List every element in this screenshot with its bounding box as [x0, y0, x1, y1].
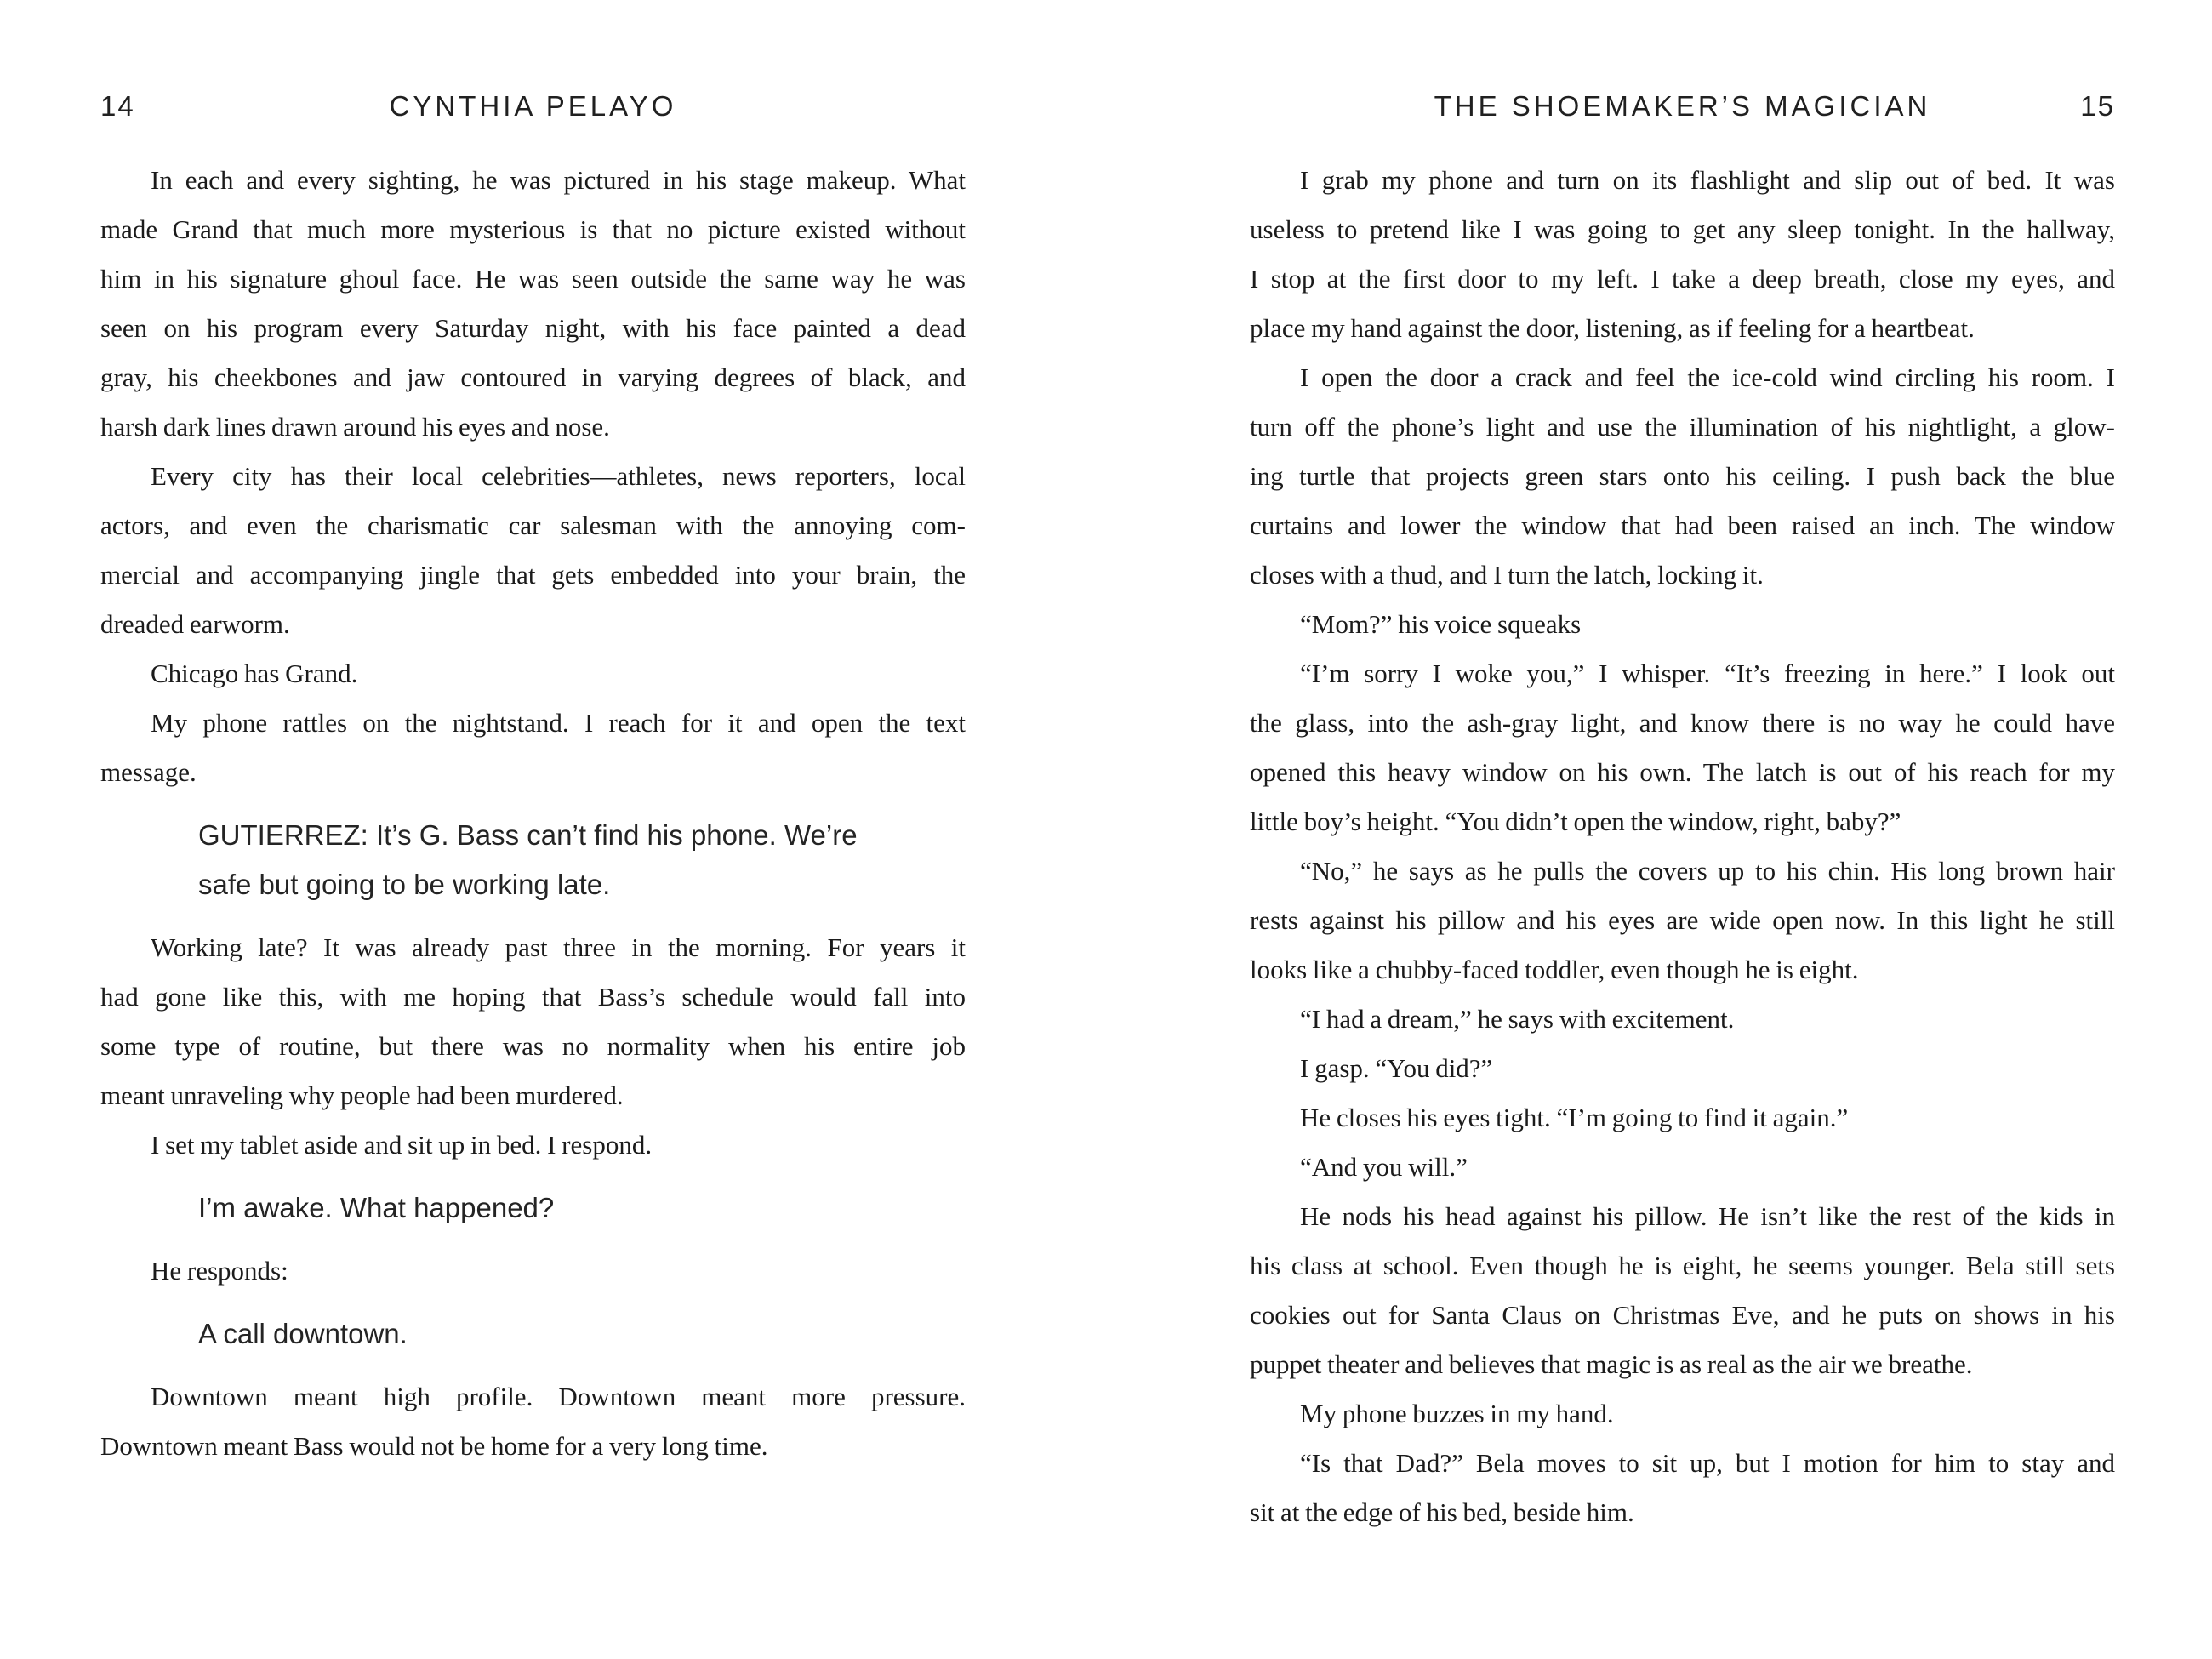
text-line: mercial and accompanying jingle that gets embedded into your brain, the: [100, 560, 966, 590]
text-line: his class at school. Even though he is eight, he seems younger. Bela still sets: [1250, 1251, 2115, 1280]
text-line: “I’m sorry I woke you,” I whisper. “It’s freezing in here.” I look out: [1300, 658, 2115, 688]
paragraph: [100, 156, 966, 452]
text-line: A call downtown.: [198, 1318, 408, 1349]
text-line: Chicago has Grand.: [151, 658, 358, 688]
text-line: made Grand that much more mysterious is that no picture existed without: [100, 214, 966, 244]
text-line: place my hand against the door, listening, as if feeling for a heartbeat.: [1250, 313, 1975, 343]
paragraph: [1250, 156, 2115, 353]
paragraph: [1250, 1192, 2115, 1389]
paragraph: [1250, 1439, 2115, 1537]
paragraph: [100, 698, 966, 797]
text-line: some type of routine, but there was no normality when his entire job: [100, 1031, 966, 1061]
text-line: dreaded earworm.: [100, 609, 290, 639]
text-line: ing turtle that projects green stars onto his ceiling. I push back the blue: [1250, 461, 2115, 491]
paragraph: [1250, 847, 2115, 995]
text-line: little boy’s height. “You didn’t open the window, right, baby?”: [1250, 807, 1901, 836]
text-line: My phone buzzes in my hand.: [1300, 1399, 1614, 1428]
text-line: I gasp. “You did?”: [1300, 1053, 1493, 1083]
text-line: I set my tablet aside and sit up in bed. I respond.: [151, 1130, 653, 1160]
paragraph: [1250, 600, 2115, 649]
text-line: safe but going to be working late.: [198, 869, 611, 900]
page-header-left: [100, 88, 966, 124]
text-line: meant unraveling why people had been murdered.: [100, 1080, 624, 1110]
text-line: He nods his head against his pillow. He isn’t like the rest of the kids in: [1300, 1201, 2115, 1231]
text-line: GUTIERREZ: It’s G. Bass can’t find his phone. We’re: [198, 819, 858, 851]
text-line: Downtown meant Bass would not be home for a very long time.: [100, 1431, 768, 1461]
paragraph: [100, 649, 966, 698]
text-line: My phone rattles on the nightstand. I reach for it and open the text: [151, 708, 966, 738]
text-line: curtains and lower the window that had been raised an inch. The window: [1250, 510, 2115, 540]
text-line: cookies out for Santa Claus on Christmas Eve, and he puts on shows in his: [1250, 1300, 2115, 1330]
text-line: I’m awake. What happened?: [198, 1192, 555, 1223]
text-line: him in his signature ghoul face. He was seen outside the same way he was: [100, 264, 966, 294]
text-message: [198, 1309, 966, 1359]
paragraph: [1250, 649, 2115, 847]
text-line: useless to pretend like I was going to get any sleep tonight. In the hallway,: [1250, 214, 2115, 244]
paragraph: [1250, 1044, 2115, 1093]
text-line: turn off the phone’s light and use the illumination of his nightlight, a glow-: [1250, 412, 2115, 442]
paragraph: [1250, 995, 2115, 1044]
text-line: actors, and even the charismatic car salesman with the annoying com-: [100, 510, 966, 540]
text-message: [198, 1183, 966, 1233]
text-line: Every city has their local celebrities—athletes, news reporters, local: [151, 461, 966, 491]
text-line: Downtown meant high profile. Downtown meant more pressure.: [151, 1382, 966, 1411]
text-line: In each and every sighting, he was pictured in his stage makeup. What: [151, 165, 966, 195]
page-number-right: 15: [2080, 90, 2115, 122]
text-line: Working late? It was already past three in the morning. For years it: [151, 932, 966, 962]
text-line: harsh dark lines drawn around his eyes and nose.: [100, 412, 610, 442]
text-line: sit at the edge of his bed, beside him.: [1250, 1497, 1634, 1527]
text-line: “No,” he says as he pulls the covers up to his chin. His long brown hair: [1300, 856, 2115, 886]
text-line: I grab my phone and turn on its flashlight and slip out of bed. It was: [1300, 165, 2115, 195]
text-line: closes with a thud, and I turn the latch, locking it.: [1250, 560, 1764, 590]
text-line: message.: [100, 757, 197, 787]
text-line: He closes his eyes tight. “I’m going to find it again.”: [1300, 1103, 1849, 1132]
paragraph: [1250, 1389, 2115, 1439]
text-line: “Mom?” his voice squeaks: [1300, 609, 1582, 639]
paragraph: [100, 452, 966, 649]
text-line: opened this heavy window on his own. The latch is out of his reach for my: [1250, 757, 2115, 787]
paragraph: [100, 1372, 966, 1471]
text-line: “And you will.”: [1300, 1152, 1468, 1182]
text-line: puppet theater and believes that magic is as real as the air we breathe.: [1250, 1349, 1973, 1379]
text-line: He responds:: [151, 1256, 288, 1286]
text-line: the glass, into the ash-gray light, and know there is no way he could have: [1250, 708, 2115, 738]
text-line: “Is that Dad?” Bela moves to sit up, but I motion for him to stay and: [1300, 1448, 2115, 1478]
paragraph: [1250, 1143, 2115, 1192]
text-line: gray, his cheekbones and jaw contoured in varying degrees of black, and: [100, 362, 966, 392]
text-message: [198, 811, 966, 909]
text-line: “I had a dream,” he says with excitement.: [1300, 1004, 1735, 1034]
text-line: looks like a chubby-faced toddler, even though he is eight.: [1250, 955, 1859, 984]
running-header-title: THE SHOEMAKER’S MAGICIAN: [1434, 90, 1931, 122]
paragraph: [100, 923, 966, 1120]
text-line: had gone like this, with me hoping that Bass’s schedule would fall into: [100, 982, 966, 1012]
text-line: I open the door a crack and feel the ice-cold wind circling his room. I: [1300, 362, 2115, 392]
paragraph: [1250, 353, 2115, 600]
page-left: [100, 88, 966, 1471]
page-right: [1250, 88, 2115, 1537]
page-body-left: [100, 156, 966, 1471]
page-body-right: [1250, 156, 2115, 1537]
text-line: rests against his pillow and his eyes are wide open now. In this light he still: [1250, 905, 2115, 935]
text-line: I stop at the first door to my left. I take a deep breath, close my eyes, and: [1250, 264, 2115, 294]
running-header-author: CYNTHIA PELAYO: [389, 90, 677, 122]
paragraph: [1250, 1093, 2115, 1143]
page-header-right: [1250, 88, 2115, 124]
paragraph: [100, 1120, 966, 1170]
page-number-left: 14: [100, 90, 135, 122]
text-line: seen on his program every Saturday night, with his face painted a dead: [100, 313, 966, 343]
paragraph: [100, 1246, 966, 1296]
